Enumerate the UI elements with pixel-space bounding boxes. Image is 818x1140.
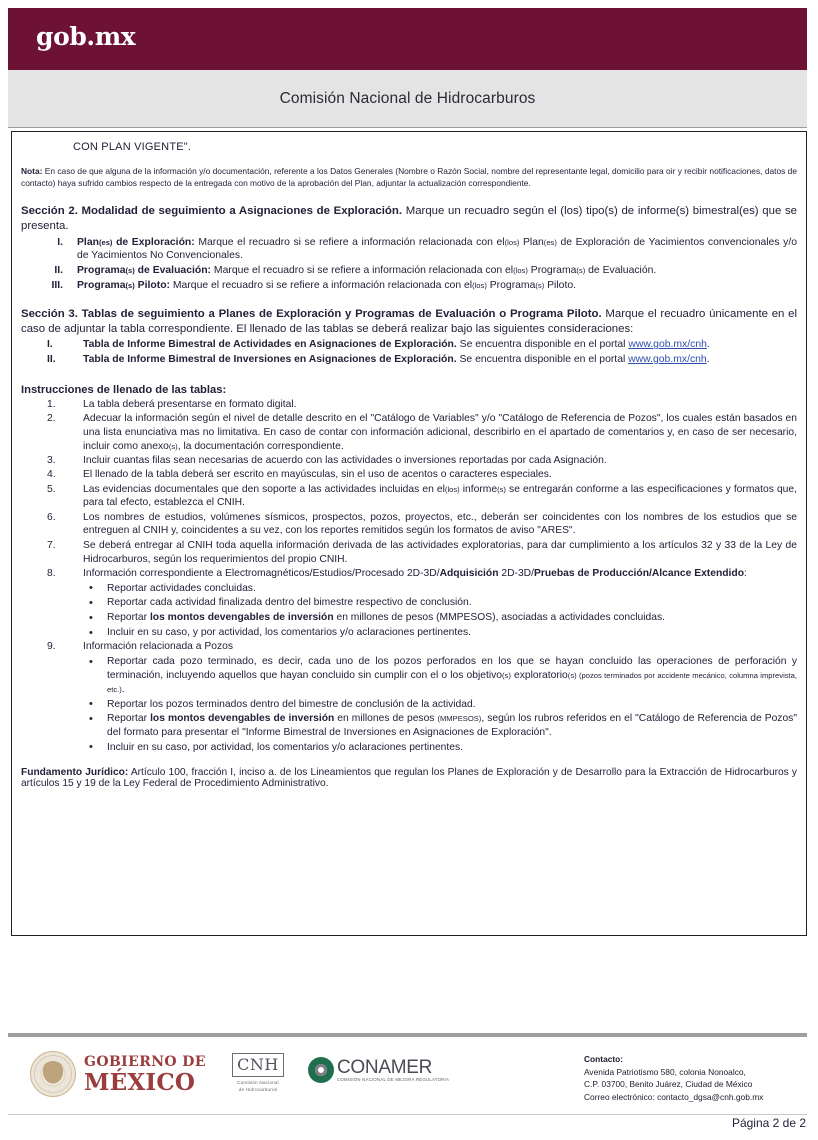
item-numeral: II. <box>47 354 56 366</box>
item-bold-sub: (es) <box>98 237 113 247</box>
gobierno-de-mexico-logo <box>30 1051 206 1097</box>
bullet-dot-icon: • <box>89 596 93 609</box>
bullet-pre: Reportar <box>107 612 150 624</box>
conamer-tagline: COMISIÓN NACIONAL DE MEJORA REGULATORIA <box>337 1076 450 1082</box>
cnh-logo <box>226 1053 290 1094</box>
bullet-item <box>83 582 797 596</box>
item-sub-b: (es) <box>543 237 557 247</box>
bullet-text: Incluir en su caso, y por actividad, los comentarios y/o aclaraciones pertinentes. <box>107 627 472 639</box>
conamer-name: CONAMER <box>337 1056 433 1078</box>
item-tail: . <box>706 339 710 351</box>
item-numeral: II. <box>54 265 63 277</box>
item-text: Información relacionada a Pozos <box>83 641 233 653</box>
portal-link[interactable]: www.gob.mx/cnh <box>628 339 707 351</box>
portal-link[interactable]: www.gob.mx/cnh <box>628 354 707 366</box>
item-text: La tabla deberá presentarse en formato digital. <box>83 398 297 410</box>
bullet-dot-icon: • <box>89 582 93 595</box>
bullet-text: Reportar actividades concluidas. <box>107 582 256 594</box>
list-item <box>21 539 797 567</box>
list-item <box>21 483 797 511</box>
bullet-sub: (s) <box>502 670 511 680</box>
item-bold-sub: (s) <box>125 280 135 290</box>
item-number: 7. <box>47 539 56 551</box>
item-bold: Programa <box>77 265 126 277</box>
item-text-c: de Evaluación. <box>585 265 657 277</box>
item-sub-b: (s) <box>576 266 586 276</box>
item-tail: . <box>706 354 710 366</box>
item-bold-tail: de Exploración: <box>112 236 195 248</box>
item-number: 2. <box>47 413 56 425</box>
item-sub: (s) <box>168 441 178 451</box>
item-bold-a: Adquisición <box>439 567 499 579</box>
item-text: Incluir cuantas filas sean necesarias de acuerdo con las actividades o inversiones reportadas por cada Asignación. <box>83 455 607 466</box>
bullet-text: Incluir en su caso, por actividad, los comentarios y/o aclaraciones pertinentes. <box>107 741 463 753</box>
list-item <box>21 640 797 754</box>
item-text-b: Plan <box>519 236 544 248</box>
bullet-item <box>83 611 797 625</box>
mexico-label: MÉXICO <box>84 1068 196 1096</box>
nota-text: En caso de que alguna de la información y/o documentación, referente a los Datos Generales (Nombre o Razón Social, nombre del representante legal, domicilio para oir y recibir notificaciones, datos de contacto) haya sufrido cambios respecto de la entregada con motivo de la aprobación del Plan, adjuntar la actualización correspondiente. <box>21 166 797 188</box>
item-bold-b: Pruebas de Producción/Alcance Extendido <box>533 567 744 579</box>
section-3-list <box>21 338 797 366</box>
item-text: Se deberá entregar al CNIH toda aquella información derivada de las actividades exploratorias, para dar cumplimiento a los artículos 32 y 33 de la Ley de Hidrocarburos, según los requerimientos del propio CNIH. <box>83 539 797 565</box>
bullet-pre: Reportar <box>107 713 151 725</box>
bullet-post: en millones de pesos (MMPESOS), asociadas a actividades concluidas. <box>333 612 666 624</box>
item-text: Las evidencias documentales que den soporte a las actividades incluidas en el <box>83 483 445 495</box>
section-2-list <box>21 236 797 293</box>
item-bold: Plan <box>77 236 99 248</box>
item-text-mid: informe <box>459 483 498 495</box>
bullet-item <box>83 596 797 610</box>
item-bold-sub: (s) <box>125 266 135 276</box>
list-item <box>21 353 797 367</box>
item-8-bullets <box>83 582 797 640</box>
item-numeral: I. <box>47 339 53 351</box>
bullet-bold: los montos devengables de inversión <box>150 713 335 725</box>
bullet-dot-icon: • <box>89 655 93 668</box>
item-sub-a: (los) <box>513 266 528 276</box>
list-item <box>21 468 797 482</box>
list-item <box>21 279 797 293</box>
item-number: 3. <box>47 455 56 466</box>
item-number: 9. <box>47 641 56 653</box>
fundamento-juridico <box>21 767 797 790</box>
section-3-heading <box>21 307 797 338</box>
item-text-b: Programa <box>486 279 536 291</box>
item-bold-tail: de Evaluación: <box>134 265 212 277</box>
item-text-b: 2D-3D/ <box>498 567 534 579</box>
item-text: Se encuentra disponible en el portal <box>456 339 629 351</box>
bullet-item <box>83 655 797 696</box>
section-3-title: Sección 3. Tablas de seguimiento a Planes de Exploración y Programas de Evaluación o Programa Piloto. <box>21 307 602 320</box>
fundamento-text: Artículo 100, fracción I, inciso a. de los Lineamientos que regulan los Planes de Exploración y de Desarrollo para la Extracción de Hidrocarburos y artículos 15 y 19 de la Ley Federal de Procedimiento Administrativo. <box>21 766 797 790</box>
bullet-mid: exploratorio <box>510 669 568 681</box>
bullet-sub-2: (s) <box>567 670 577 680</box>
list-item <box>21 412 797 453</box>
bullet-pre: Reportar cada pozo terminado, es decir, cada uno de los pozos perforados en los que se hayan concluido las operaciones de perforación y terminación, incluyendo aquellos que hayan concluido sin cumplir con el o los objetivo <box>107 656 797 681</box>
item-text: Se encuentra disponible en el portal <box>456 354 629 366</box>
conamer-logo <box>308 1057 449 1083</box>
item-text-c: : <box>743 567 747 579</box>
item-number: 1. <box>47 398 56 410</box>
item-number: 5. <box>47 483 56 495</box>
gobmx-logo: gob.mx <box>36 22 136 51</box>
page-number: Página 2 de 2 <box>731 1116 806 1130</box>
section-3-intro: Marque el recuadro únicamente en el caso de adjuntar la tabla correspondiente. El llenado de las tablas se deberá realizar bajo las siguientes consideraciones: <box>21 307 797 335</box>
page-footer <box>8 1039 807 1115</box>
bullet-text: Reportar cada actividad finalizada dentro del bimestre respectivo de conclusión. <box>107 597 472 609</box>
subheader-bar <box>8 70 807 128</box>
document-content-box <box>11 131 807 936</box>
item-bold: Programa <box>77 279 126 291</box>
item-text-a: Marque el recuadro si se refiere a información relacionada con el <box>211 265 514 277</box>
section-2-heading <box>21 204 797 235</box>
bullet-small: (pozos terminados por accidente mecánico, columna imprevista, etc.) <box>107 670 797 694</box>
bullet-item <box>83 712 797 740</box>
bullet-item <box>83 698 797 712</box>
item-text: Los nombres de estudios, volúmenes sísmicos, prospectos, pozos, proyectos, etc., deberán ser coincidentes con los nombres de los estudios que se entreguen al CNIH y, coincidentes a su vez, con los reportes remitidos según los formatos de aviso "ARES". <box>83 511 797 537</box>
list-item <box>21 398 797 412</box>
bullet-item <box>83 741 797 755</box>
item-text-a: Información correspondiente a Electromagnéticos/Estudios/Procesado 2D-3D/ <box>83 567 440 579</box>
list-item <box>21 567 797 640</box>
item-text-c: Piloto. <box>544 279 576 291</box>
item-numeral: I. <box>57 236 63 248</box>
page-title: Comisión Nacional de Hidrocarburos <box>279 89 536 107</box>
item-sub-a: (los) <box>504 237 520 247</box>
continued-text: CON PLAN VIGENTE". <box>73 141 192 153</box>
item-text-tail: , la documentación correspondiente. <box>177 440 344 452</box>
bullet-dot-icon: • <box>89 698 93 711</box>
item-sub: (los) <box>444 484 460 494</box>
cnh-acronym: CNH <box>232 1053 284 1077</box>
item-sub-a: (los) <box>472 280 487 290</box>
nota-label: Nota: <box>21 166 43 176</box>
bullet-text: Reportar los pozos terminados dentro del bimestre de conclusión de la actividad. <box>107 698 476 710</box>
contact-email-line: Correo electrónico: contacto_dgsa@cnh.gob.mx <box>584 1091 764 1102</box>
gobmx-header-bar <box>8 8 807 70</box>
contact-block <box>584 1053 763 1103</box>
contact-label: Contacto: <box>584 1054 624 1064</box>
section-2-title: Sección 2. Modalidad de seguimiento a Asignaciones de Exploración. <box>21 204 403 217</box>
bullet-bold: los montos devengables de inversión <box>149 612 334 624</box>
bullet-dot-icon: • <box>89 611 93 624</box>
nota-paragraph <box>21 166 797 190</box>
item-bold: Tabla de Informe Bimestral de Actividades en Asignaciones de Exploración. <box>83 339 457 351</box>
bullet-post: . <box>121 683 125 695</box>
fundamento-label: Fundamento Jurídico: <box>21 766 129 778</box>
contact-address-line-1: Avenida Patriotismo 580, colonia Nonoalco, <box>584 1066 746 1077</box>
item-text: Adecuar la información según el nivel de detalle descrito en el "Catálogo de Variables" y/o "Catálogo de Referencia de Pozos", los cuales están basados en una lista enunciativa mas no limitativa. En caso de contar con información adicional, describirlo en el apartado de comentarios y, en caso de ser necesario, incluir como anexo <box>83 413 797 452</box>
conamer-mark-icon <box>308 1057 334 1083</box>
list-item <box>21 236 797 263</box>
gobierno-label: GOBIERNO DE <box>84 1053 206 1070</box>
instructions-list <box>21 398 797 755</box>
item-number: 4. <box>47 469 56 481</box>
item-text-tail: se entregarán conforme a las especificaciones y formatos que, para tal efecto, establezca el CNIH. <box>83 483 797 509</box>
cnh-sub-line-2: de Hidrocarburos <box>238 1086 278 1092</box>
item-number: 6. <box>47 511 56 523</box>
footer-divider <box>8 1033 807 1037</box>
item-sub-2: (s) <box>497 484 506 494</box>
bullet-small: (MMPESOS) <box>437 714 482 724</box>
item-9-bullets <box>83 655 797 755</box>
item-number: 8. <box>47 567 56 579</box>
item-bold-tail: Piloto: <box>134 279 171 291</box>
bullet-dot-icon: • <box>89 741 93 754</box>
bullet-post: en millones de pesos <box>334 713 438 725</box>
item-numeral: III. <box>51 279 63 291</box>
item-text-b: Programa <box>527 265 577 277</box>
bullet-dot-icon: • <box>89 712 93 725</box>
bullet-dot-icon: • <box>89 626 93 639</box>
list-item <box>21 338 797 352</box>
contact-address-line-2: C.P. 03700, Benito Juárez, Ciudad de México <box>584 1079 753 1090</box>
list-item <box>21 511 797 539</box>
cnh-sub-line-1: Comisión Nacional <box>237 1080 279 1085</box>
item-bold: Tabla de Informe Bimestral de Inversiones en Asignaciones de Exploración. <box>83 354 457 366</box>
item-text: El llenado de la tabla deberá ser escrito en mayúsculas, sin el uso de acentos o caracteres especiales. <box>83 469 552 481</box>
bullet-item <box>83 626 797 640</box>
list-item <box>21 454 797 468</box>
instructions-title: Instrucciones de llenado de las tablas: <box>21 383 227 396</box>
section-2-intro: Marque un recuadro según el (los) tipo(s) de informe(s) bimestral(es) que se presenta. <box>21 204 797 233</box>
item-sub-b: (s) <box>535 280 545 290</box>
item-text-a: Marque el recuadro si se refiere a información relacionada con el <box>170 279 473 291</box>
item-text-a: Marque el recuadro si se refiere a información relacionada con el <box>194 236 505 248</box>
mexican-eagle-icon <box>30 1051 76 1097</box>
list-item <box>21 264 797 278</box>
bullet-post-2: , según los rubros referidos en el "Catálogo de Referencia de Pozos" del formato para presentar el "Informe Bimestral de Inversiones en Asignaciones de Exploración". <box>107 713 797 739</box>
item-text-c: de Exploración de Yacimientos convencionales y/o de Yacimientos No Convencionales. <box>77 236 797 262</box>
